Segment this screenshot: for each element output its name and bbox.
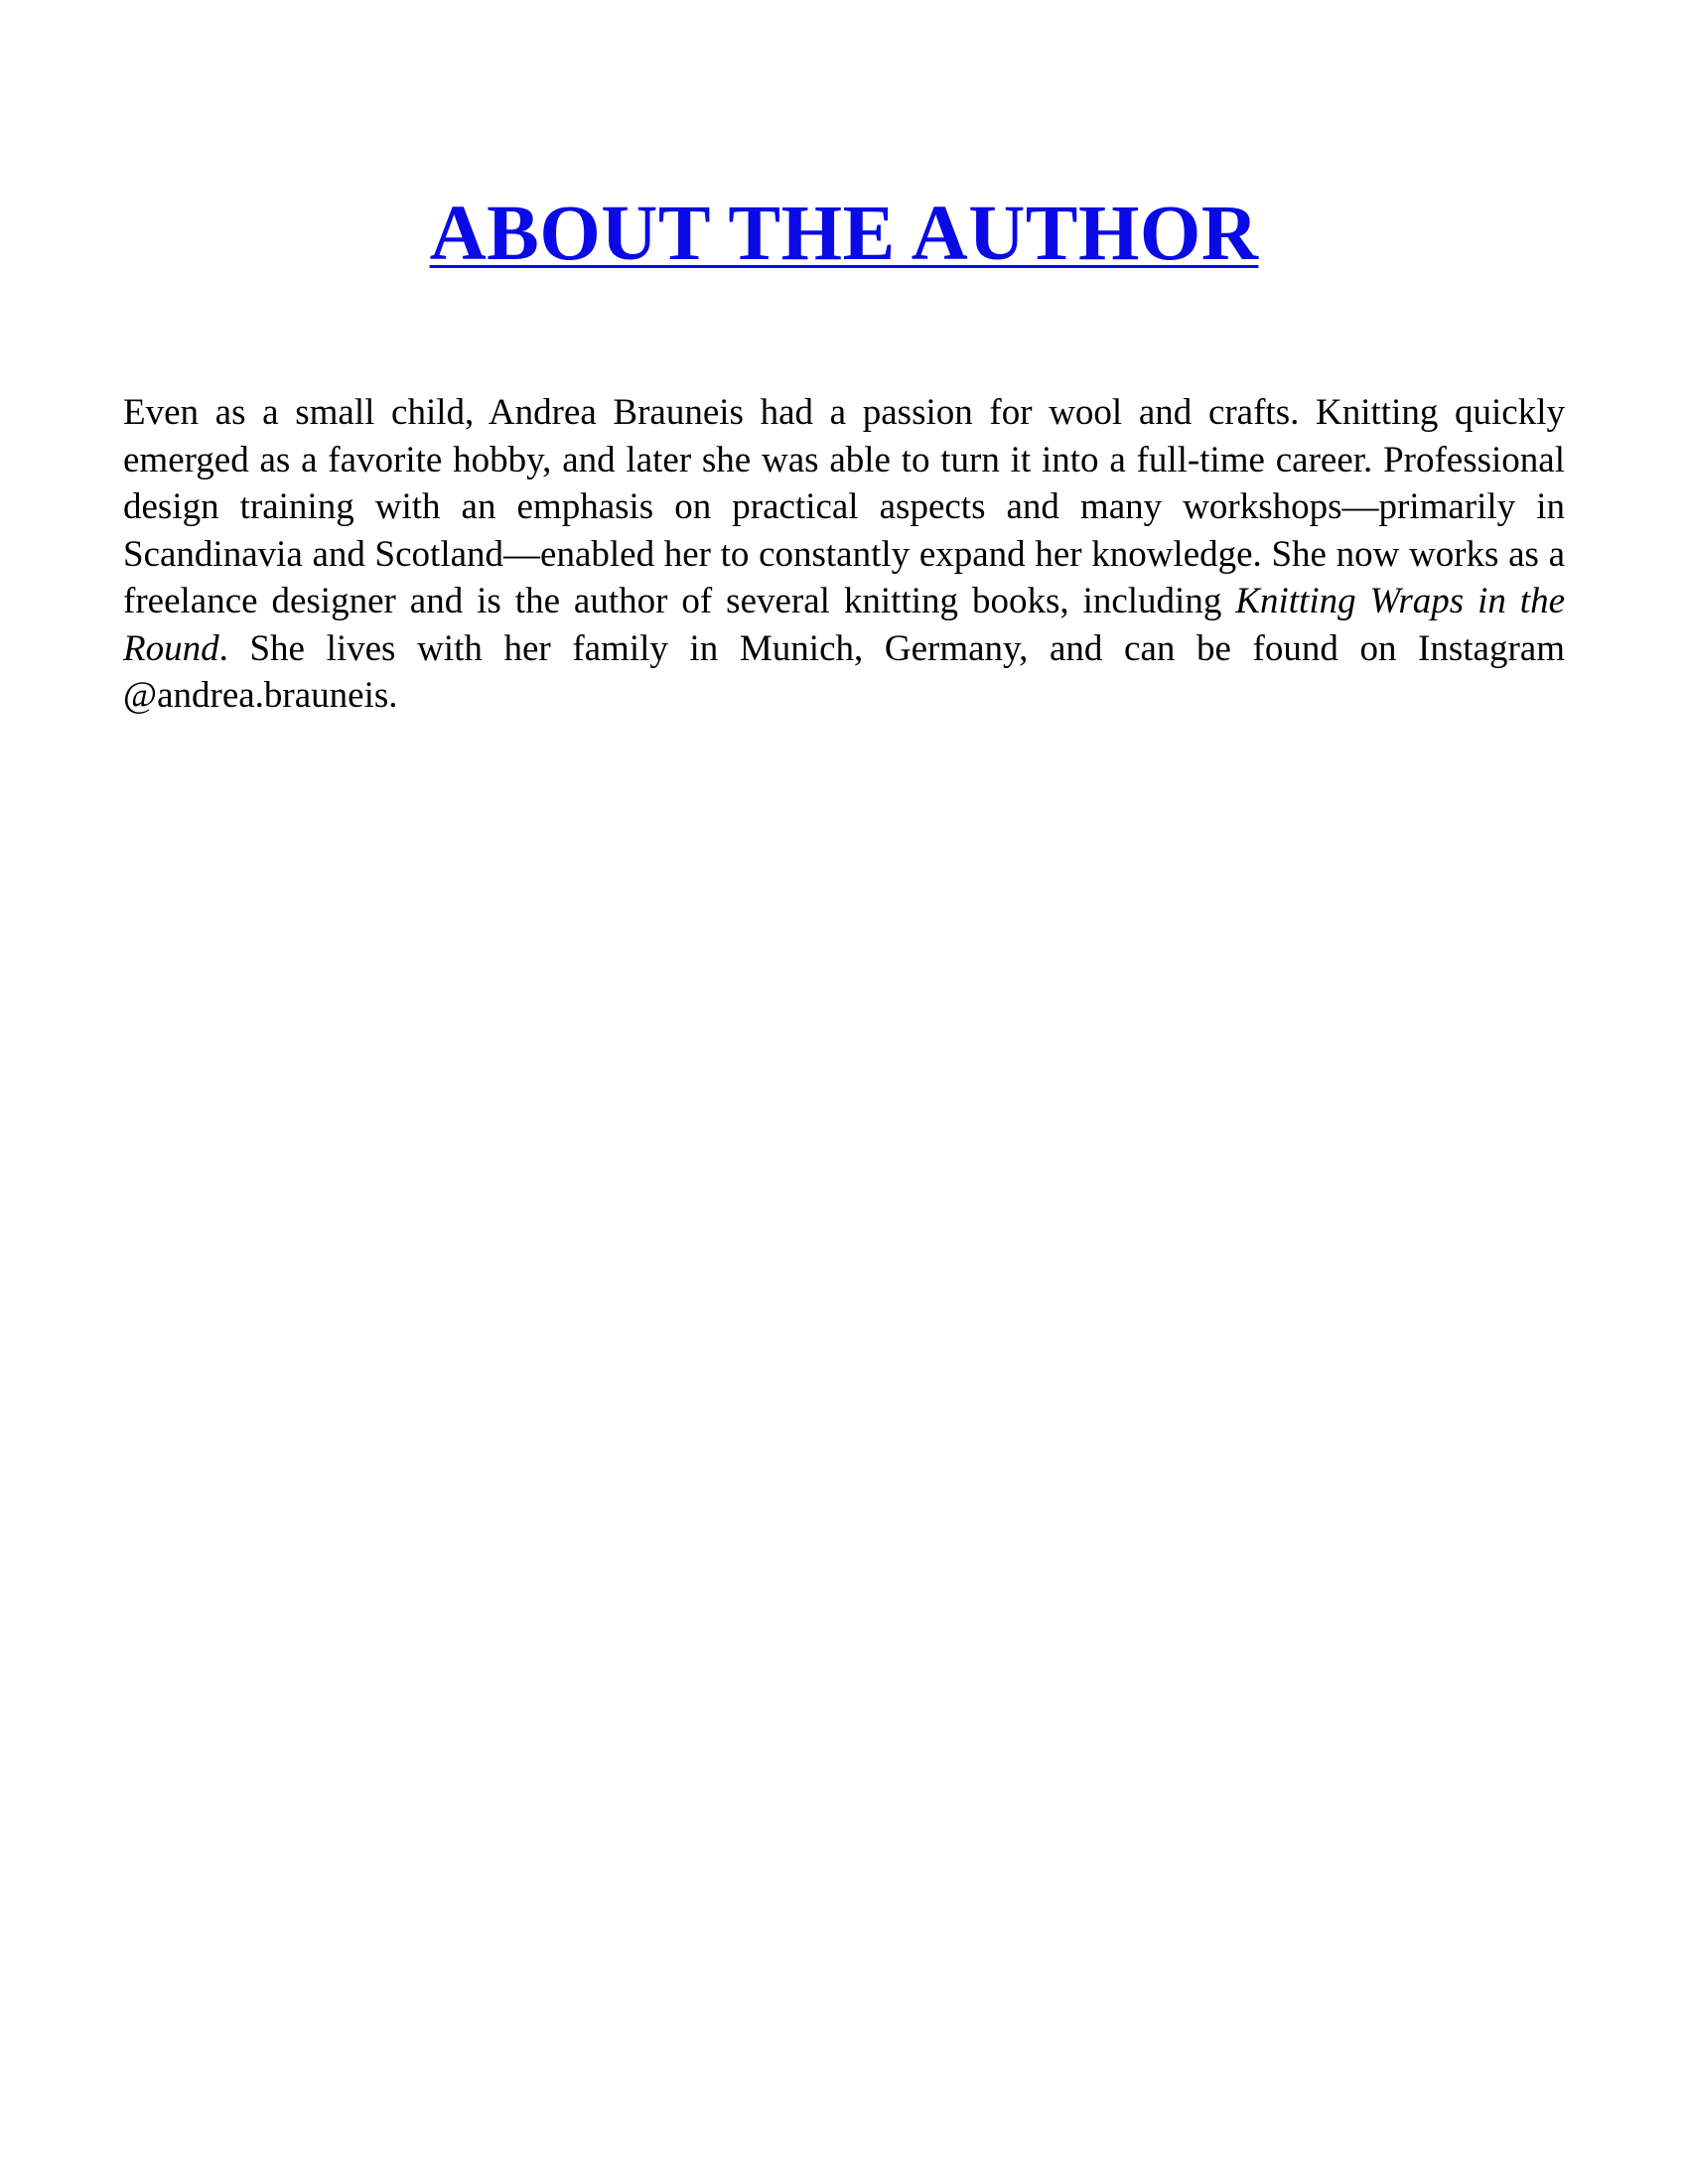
title-container <box>0 191 1688 277</box>
page-title[interactable]: ABOUT THE AUTHOR <box>429 191 1259 277</box>
bio-text-start: Even as a small child, Andrea Brauneis had a passion for wool and crafts. Knitting quickly emerged as a favorite hobby, and later she was able to turn it into a full-time career. Professional design training with an emphasis on practical aspects and many workshops—primarily in Scandinavia and Scotland—enabled her to constantly expand her knowledge. She now works as a freelance designer and is the author of several knitting books, including <box>123 392 1565 621</box>
bio-text-end: . She lives with her family in Munich, Germany, and can be found on Instagram @andrea.brauneis. <box>123 627 1565 716</box>
book-title: Knitting Wraps in the Round <box>123 581 1566 669</box>
author-bio-paragraph <box>123 389 1565 720</box>
